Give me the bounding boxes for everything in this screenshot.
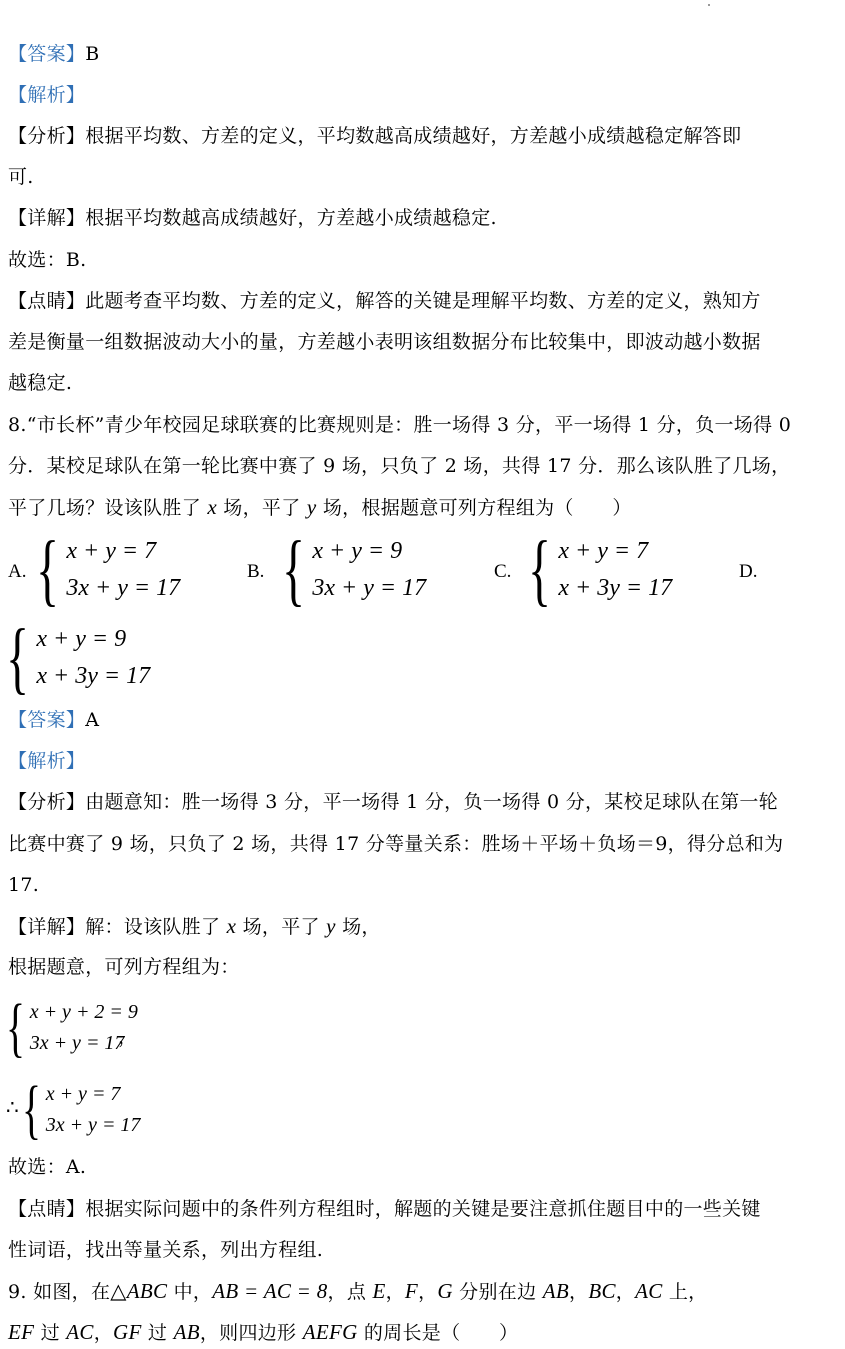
option-b-system: { x + y = 9 3x + y = 17 xyxy=(282,526,427,614)
var-x: x xyxy=(226,914,237,938)
option-c-system: { x + y = 7 x + 3y = 17 xyxy=(528,526,673,614)
q8-analysis-label: 【解析】 xyxy=(8,750,86,772)
q7-fenxi-label: 【分析】 xyxy=(8,125,86,147)
q8-answer-value: A xyxy=(85,709,100,731)
option-c-label: C. xyxy=(494,561,512,582)
q7-fenxi-line-2: 可. xyxy=(8,166,34,188)
option-a-label: A. xyxy=(8,561,27,582)
q8-list-line: 根据题意，可列方程组为： xyxy=(8,956,240,978)
q8-fenxi-label: 【分析】 xyxy=(8,791,86,813)
q8-answer-line xyxy=(8,708,840,732)
triangle-abc: △ABC xyxy=(110,1279,168,1303)
equation-ab-ac: AB = AC = 8 xyxy=(212,1279,328,1303)
q8-xiangjie-label: 【详解】 xyxy=(8,916,86,938)
q7-answer-label: 【答案】 xyxy=(8,43,86,65)
q7-dianjing-line-2: 差是衡量一组数据波动大小的量，方差越小表明该组数据分布比较集中，即波动越小数据 xyxy=(8,331,761,353)
q7-dianjing-line-3: 越稳定. xyxy=(8,372,73,394)
option-a-system: { x + y = 7 3x + y = 17 xyxy=(36,526,181,614)
var-y: y xyxy=(306,495,317,519)
brace-icon: { xyxy=(6,614,30,702)
q7-answer-value: B xyxy=(85,43,100,65)
brace-icon: { xyxy=(528,526,552,614)
system-comma: ， xyxy=(118,1027,138,1048)
q8-stem-line-2: 分．某校足球队在第一轮比赛中赛了 9 场，只负了 2 场，共得 17 分．那么该队胜了几场， xyxy=(8,455,791,477)
q7-xiangjie-line: 【详解】根据平均数越高成绩越好，方差越小成绩越稳定. xyxy=(8,207,497,229)
q7-dianjing-line-1: 【点睛】此题考查平均数、方差的定义，解答的关键是理解平均数、方差的定义，熟知方 xyxy=(8,290,761,312)
option-d-label: D. xyxy=(739,561,758,582)
q7-fenxi-line-1: 【分析】根据平均数、方差的定义，平均数越高成绩越好，方差越小成绩越稳定解答即 xyxy=(8,125,742,147)
q8-dianjing-label: 【点睛】 xyxy=(8,1198,86,1220)
var-y: y xyxy=(326,914,336,938)
q8-fenxi-line-3: 17. xyxy=(8,874,40,896)
q8-xiangjie-line: 【详解】解：设该队胜了 x 场，平了 y 场， xyxy=(8,914,381,938)
q8-stem-line-1: 8.“市长杯”青少年校园足球联赛的比赛规则是：胜一场得 3 分，平一场得 1 分，负一场得 0 xyxy=(8,414,792,436)
solution-system-1: { x + y + 2 = 9 3x + y = 17 xyxy=(6,991,138,1064)
therefore-symbol: ∴ xyxy=(6,1097,19,1119)
q8-fenxi-line-2: 比赛中赛了 9 场，只负了 2 场，共得 17 分等量关系：胜场＋平场＋负场＝9，得分总和为 xyxy=(8,833,784,855)
solution-system-2: { x + y = 7 3x + y = 17 xyxy=(22,1073,141,1146)
var-x: x xyxy=(207,495,217,519)
brace-icon: { xyxy=(282,526,306,614)
option-d-system: { x + y = 9 x + 3y = 17 xyxy=(6,614,151,702)
q8-answer-label: 【答案】 xyxy=(8,709,86,731)
scan-speck xyxy=(708,4,710,6)
q8-dianjing-line-1: 【点睛】根据实际问题中的条件列方程组时，解题的关键是要注意抓住题目中的一些关键 xyxy=(8,1198,761,1220)
q7-dianjing-label: 【点睛】 xyxy=(8,290,86,312)
q8-dianjing-line-2: 性词语，找出等量关系，列出方程组. xyxy=(8,1239,324,1261)
q7-choose-line: 故选：B. xyxy=(8,249,87,271)
q8-fenxi-line-1: 【分析】由题意知：胜一场得 3 分，平一场得 1 分，负一场得 0 分，某校足球队在第一轮 xyxy=(8,791,779,813)
q9-stem-line-2: EF 过 AC，GF 过 AB，则四边形 AEFG 的周长是（ ） xyxy=(8,1320,519,1344)
q7-analysis-label: 【解析】 xyxy=(8,84,86,106)
q7-xiangjie-label: 【详解】 xyxy=(8,207,86,229)
q9-stem-line-1: 9. 如图，在△ABC 中，AB = AC = 8，点 E，F，G 分别在边 AB，BC，AC 上， xyxy=(8,1279,708,1303)
q8-stem-line-3: 平了几场？设该队胜了 x 场，平了 y 场，根据题意可列方程组为（ ） xyxy=(8,495,632,519)
option-b-label: B. xyxy=(247,561,265,582)
q7-answer-line xyxy=(8,42,840,66)
q8-choose-line: 故选：A. xyxy=(8,1156,87,1178)
brace-icon: { xyxy=(22,1073,42,1146)
brace-icon: { xyxy=(6,991,26,1064)
brace-icon: { xyxy=(36,526,60,614)
